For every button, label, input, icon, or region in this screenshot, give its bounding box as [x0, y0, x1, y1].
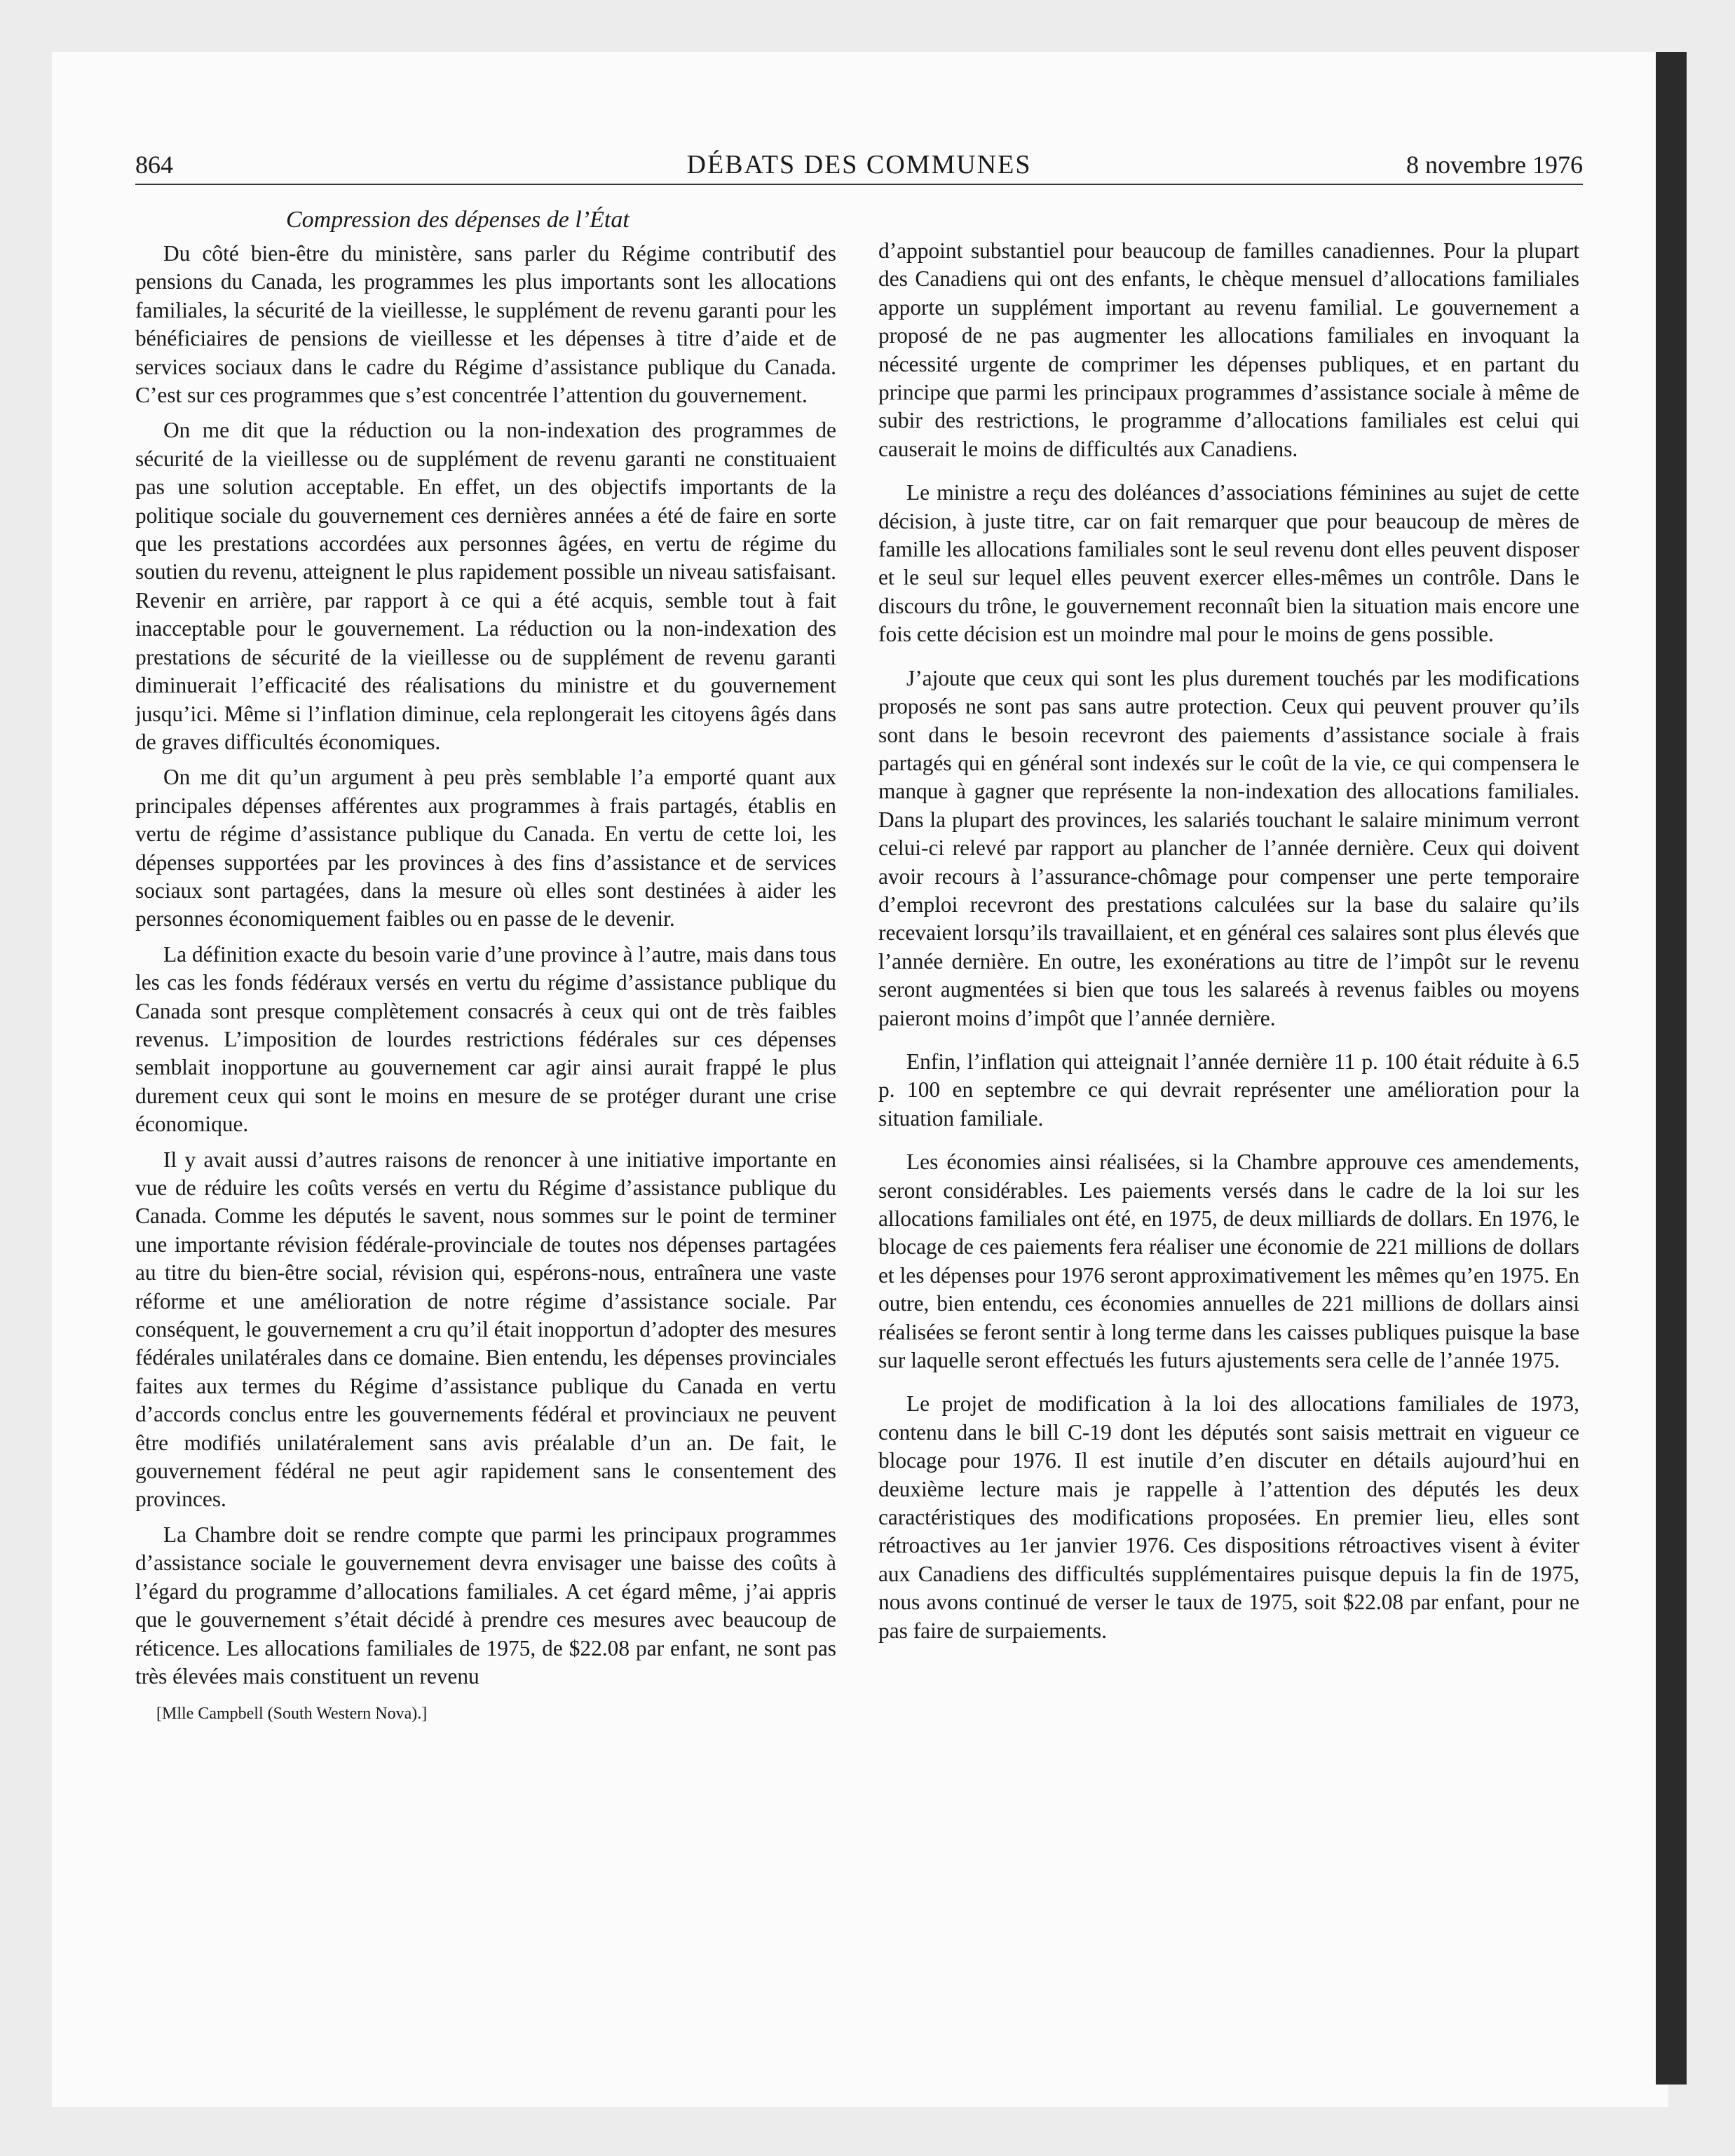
paragraph: d’appoint substantiel pour beaucoup de familles canadiennes. Pour la plupart des Canadiens qui ont des enfants, le chèque mensuel d’allocations familiales apporte un supplément important au revenu familial. Le gouvernement a proposé de ne pas augmenter les allocations familiales en invoquant la nécessité urgente de comprimer les dépenses publiques, et en partant du principe que parmi les principaux programmes d’assistance sociale à même de subir des restrictions, le programme d’allocations familiales est celui qui causerait le moins de difficultés aux Canadiens.	[878, 238, 1579, 461]
page-number: 864	[135, 151, 173, 179]
paragraph: Le ministre a reçu des doléances d’associations féminines au sujet de cette décision, à juste titre, car on fait remarquer que pour beaucoup de mères de famille les allocations familiales sont le seul revenu dont elles peuvent disposer et le seul sur lequel elles peuvent exercer elles-mêmes un contrôle. Dans le discours du trône, le gouvernement reconnaît bien la situation mais encore une fois cette décision est un moindre mal pour le moins de gens possible.	[878, 480, 1579, 647]
paragraph: J’ajoute que ceux qui sont les plus durement touchés par les modifications proposés ne sont pas sans autre protection. Ceux qui peuvent prouver qu’ils sont dans le besoin recevront des paiements d’assistance sociale à frais partagés qui en général sont indexés sur le coût de la vie, ce qui compensera le manque à gagner que représente la non-indexation des allocations familiales. Dans la plupart des provinces, les salariés touchant le salaire minimum verront celui-ci relevé par rapport au plancher de l’année dernière. Ceux qui doivent avoir recours à l’assurance-chômage pour compenser une perte temporaire d’emploi recevront des prestations calculées sur la base du salaire qu’ils recevaient lorsqu’ils travaillaient, et en général ces salaires sont plus élevés que l’année dernière. En outre, les exonérations au titre de l’impôt sur le revenu seront augmentées si bien que tous les salareés à revenus faibles ou moyens paieront moins d’impôt que l’année dernière.	[878, 665, 1579, 1030]
paragraph: Il y avait aussi d’autres raisons de renoncer à une initiative importante en vue de réduire les coûts versés en vertu du Régime d’assistance publique du Canada. Comme les députés le savent, nous sommes sur le point de terminer une importante révision fédérale-provinciale de toutes nos dépenses partagées au titre du bien-être social, révision qui, espérons-nous, entraînera une vaste réforme et une amélioration de notre régime d’assistance sociale. Par conséquent, le gouvernement a cru qu’il était inopportun d’adopter des mesures fédérales unilatérales dans ce domaine. Bien entendu, les dépenses provinciales faites aux termes du Régime d’assistance publique du Canada en vertu d’accords conclus entre les gouvernements fédéral et provinciaux ne peuvent être modifiés unilatéralement sans avis préalable d’un an. De fait, le gouvernement fédéral ne peut agir rapidement sans le consentement des provinces.	[135, 1147, 836, 1512]
paragraph: La Chambre doit se rendre compte que parmi les principaux programmes d’assistance sociale le gouvernement devra envisager une baisse des coûts à l’égard du programme d’allocations familiales. A cet égard même, j’ai appris que le gouvernement s’était décidé à prendre ces mesures avec beaucoup de réticence. Les allocations familiales de 1975, de $22.08 par enfant, ne sont pas très élevées mais constituent un revenu	[135, 1522, 836, 1688]
page-header	[135, 144, 1583, 186]
paragraph: La définition exacte du besoin varie d’une province à l’autre, mais dans tous les cas les fonds fédéraux versés en vertu du régime d’assistance publique du Canada sont presque complètement consacrés à ceux qui ont de très faibles revenus. L’imposition de lourdes restrictions fédérales sur ces dépenses semblait inopportune au gouvernement car agir ainsi aurait frappé le plus durement ceux qui sont le moins en mesure de se protéger durant une crise économique.	[135, 941, 836, 1137]
paragraph: Enfin, l’inflation qui atteignait l’année dernière 11 p. 100 était réduite à 6.5 p. 100 en septembre ce qui devrait représenter une amélioration pour la situation familiale.	[878, 1049, 1579, 1131]
paragraph: On me dit qu’un argument à peu près semblable l’a emporté quant aux principales dépenses afférentes aux programmes à frais partagés, établis en vertu de régime d’assistance publique du Canada. En vertu de cette loi, les dépenses supportées par les provinces à des fins d’assistance et de services sociaux sont partagées, dans la mesure où elles sont destinées à aider les personnes économiquement faibles ou en passe de le devenir.	[135, 765, 836, 932]
paragraph: On me dit que la réduction ou la non-indexation des programmes de sécurité de la vieillesse ou de supplément de revenu garanti ne constituaient pas une solution acceptable. En effet, un des objectifs importants de la politique sociale du gouvernement ces dernières années a été de faire en sorte que les prestations accordées aux personnes âgées, en vertu de régime du soutien du revenu, atteignent le plus rapidement possible un niveau satisfaisant. Revenir en arrière, par rapport à ce qui a été acquis, semble tout à fait inacceptable pour le gouvernement. La réduction ou la non-indexation des prestations de sécurité de la vieillesse ou de supplément de revenu garanti diminuerait l’efficacité des réalisations du ministre et du gouvernement jusqu’ici. Même si l’inflation diminue, cela replongerait les citoyens âgés dans de graves difficultés économiques.	[135, 418, 836, 754]
left-column	[135, 205, 836, 2055]
speaker-footnote: [Mlle Campbell (South Western Nova).]	[156, 1705, 428, 1724]
section-heading: Compression des dépenses de l’État	[286, 207, 630, 233]
paragraph: Le projet de modification à la loi des allocations familiales de 1973, contenu dans le bill C-19 dont les députés sont saisis mettrait en vigueur ce blocage pour 1976. Il est inutile d’en discuter en détails aujourd’hui en deuxième lecture mais je rappelle à l’attention des députés les deux caractéristiques des modifications proposées. En premier lieu, elles sont rétroactives au 1er janvier 1976. Ces dispositions rétroactives visent à éviter aux Canadiens des difficultés supplémentaires puisque depuis la fin de 1975, nous avons continué de verser le taux de 1975, soit $22.08 par enfant, pour ne pas faire de surpaiements.	[878, 1391, 1579, 1643]
paragraph: Du côté bien-être du ministère, sans parler du Régime contributif des pensions du Canada, les programmes les plus importants sont les allocations familiales, la sécurité de la vieillesse, le supplément de revenu garanti pour les bénéficiaires de pensions de vieillesse et les dépenses à titre d’aide et de services sociaux dans le cadre du Régime d’assistance publique du Canada. C’est sur ces programmes que s’est concentrée l’attention du gouvernement.	[135, 241, 836, 408]
publication-title: DÉBATS DES COMMUNES	[686, 150, 1032, 179]
header-date: 8 novembre 1976	[1406, 151, 1583, 179]
right-column	[878, 237, 1579, 2087]
header-rule	[135, 184, 1583, 185]
scan-edge-bar	[1656, 52, 1687, 2085]
paragraph: Les économies ainsi réalisées, si la Chambre approuve ces amendements, seront considérables. Les paiements versés dans le cadre de la loi sur les allocations familiales ont été, en 1975, de deux milliards de dollars. En 1976, le blocage de ces paiements fera réaliser une économie de 221 millions de dollars et les dépenses pour 1976 seront approximativement les mêmes qu’en 1975. En outre, bien entendu, ces économies annuelles de 221 millions de dollars ainsi réalisées se feront sentir à long terme dans les caisses publiques puisque la base sur laquelle seront effectués les futurs ajustements sera celle de l’année 1975.	[878, 1149, 1579, 1373]
